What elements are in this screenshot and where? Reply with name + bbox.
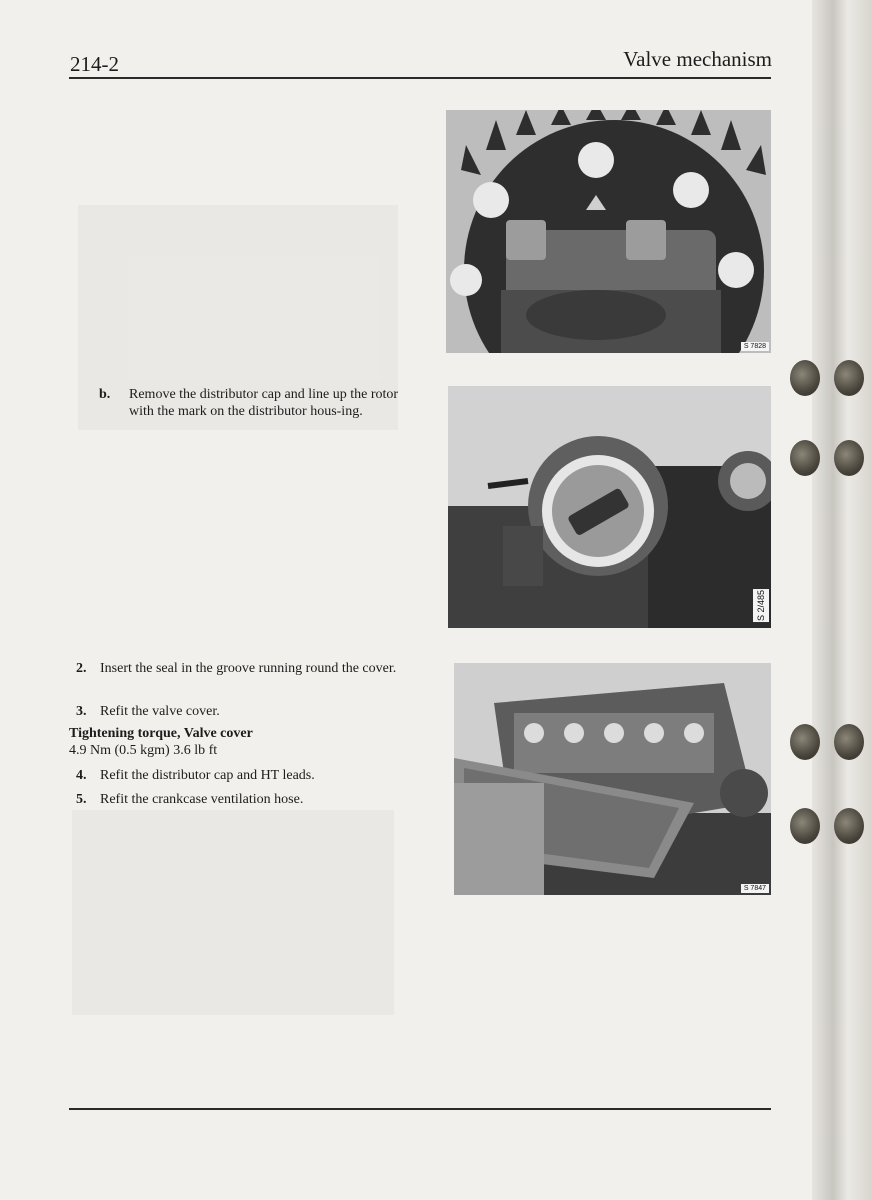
binder-edge xyxy=(812,0,872,1200)
torque-title: Tightening torque, Valve cover xyxy=(69,726,253,741)
step-number: 2. xyxy=(76,661,87,676)
show-through-area-bottom xyxy=(72,810,394,1015)
binder-hole xyxy=(790,440,820,476)
binder-hole xyxy=(834,808,864,844)
figure-code: S 7828 xyxy=(741,342,769,351)
step-number: b. xyxy=(99,387,111,402)
step-number: 5. xyxy=(76,792,87,807)
step-number: 4. xyxy=(76,768,87,783)
step-text: Refit the crankcase ventilation hose. xyxy=(100,792,304,807)
header-rule xyxy=(69,77,771,79)
sprocket-photo xyxy=(446,110,771,353)
distributor-illustration xyxy=(448,386,771,628)
section-title: Valve mechanism xyxy=(623,47,772,71)
binder-hole xyxy=(834,440,864,476)
footer-rule xyxy=(69,1108,771,1110)
step-text: Refit the distributor cap and HT leads. xyxy=(100,768,315,783)
binder-hole xyxy=(834,360,864,396)
torque-value: 4.9 Nm (0.5 kgm) 3.6 lb ft xyxy=(69,743,218,758)
page-number: 214-2 xyxy=(70,52,119,76)
binder-hole xyxy=(790,724,820,760)
step-text: Refit the valve cover. xyxy=(100,704,220,719)
step-number: 3. xyxy=(76,704,87,719)
figure-code: S 2/485 xyxy=(753,589,769,622)
binder-hole xyxy=(790,360,820,396)
distributor-photo xyxy=(448,386,771,628)
binder-hole xyxy=(790,808,820,844)
step-text: Insert the seal in the groove running round the cover. xyxy=(100,661,397,676)
step-text: Remove the distributor cap and line up the rotor with the mark on the distributor hous-ing. xyxy=(129,387,399,419)
engine-illustration xyxy=(454,663,771,895)
engine-photo xyxy=(454,663,771,895)
binder-hole xyxy=(834,724,864,760)
figure-code: S 7847 xyxy=(741,884,769,893)
sprocket-illustration xyxy=(446,110,771,353)
